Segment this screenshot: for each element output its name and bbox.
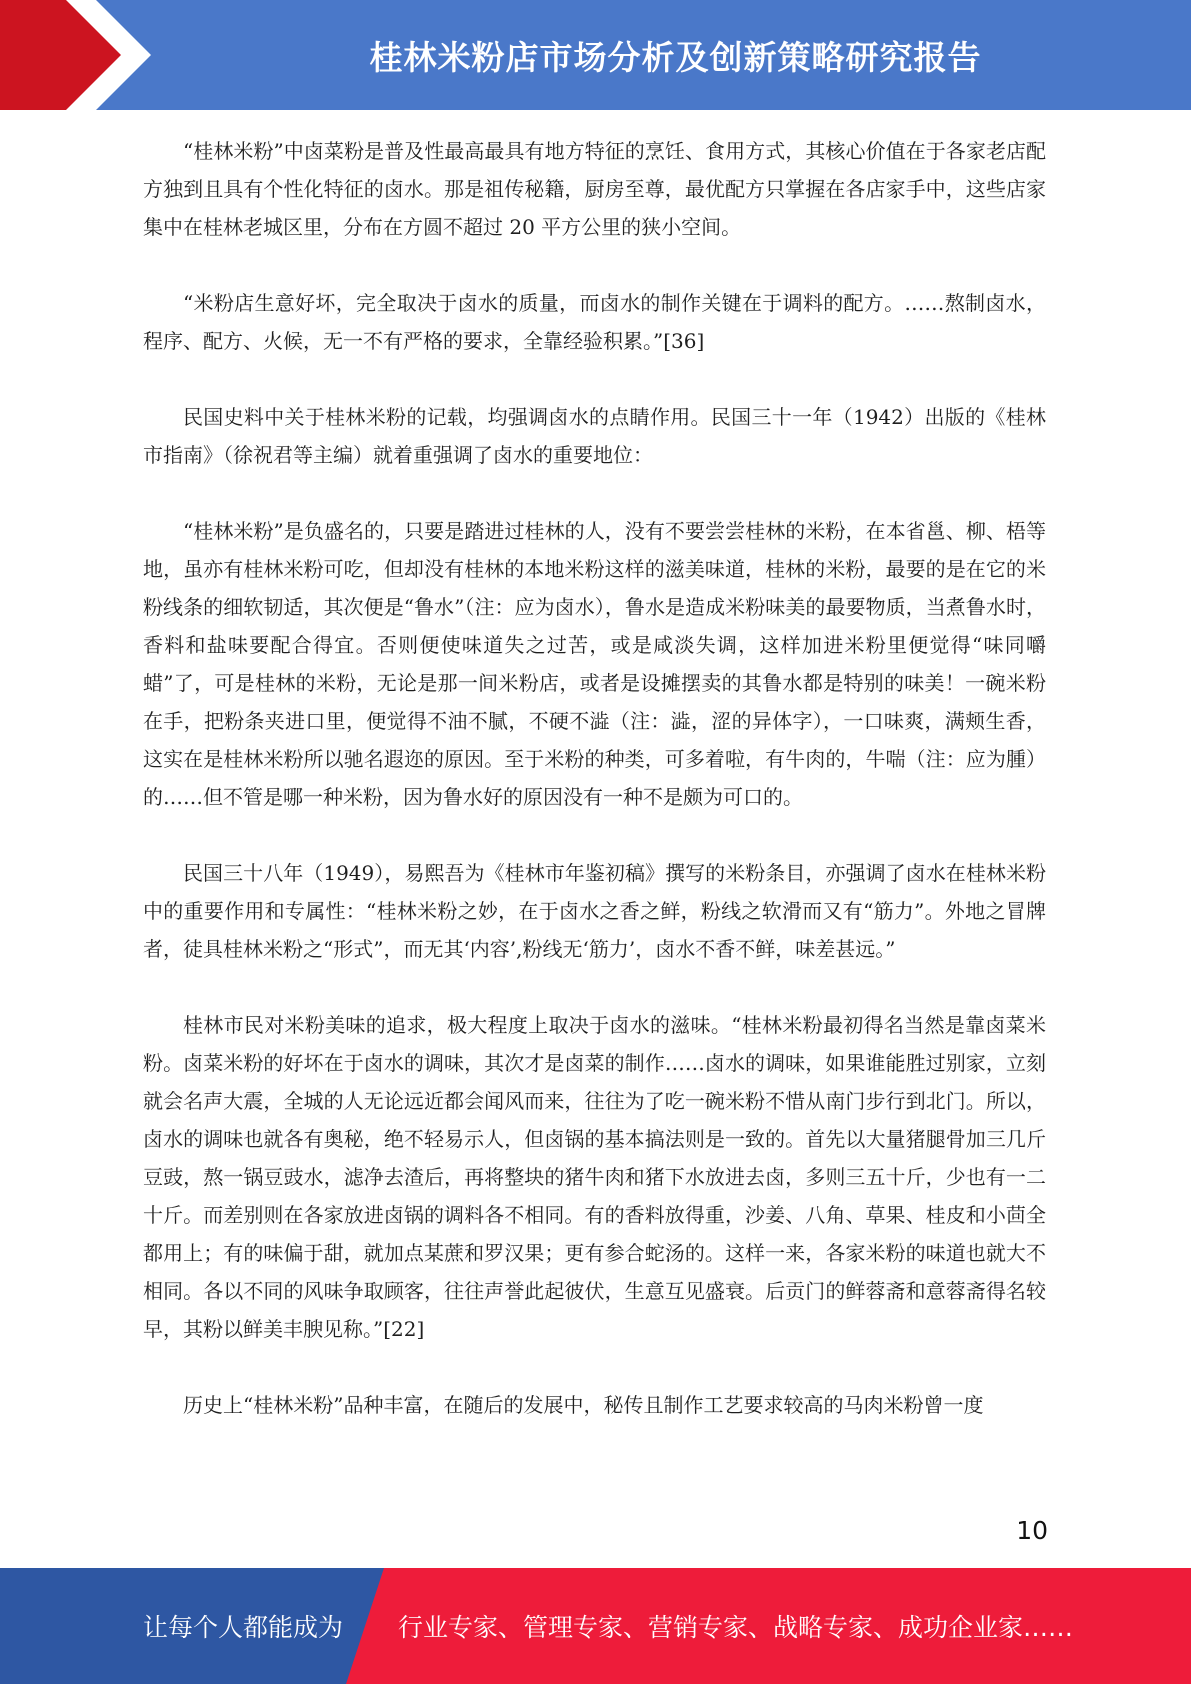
paragraph-6: 桂林市民对米粉美味的追求，极大程度上取决于卤水的滋味。“桂林米粉最初得名当然是靠卤菜米粉。卤菜米粉的好坏在于卤水的调味，其次才是卤菜的制作……卤水的调味，如果谁能胜过别家，立刻就会名声大震，全城的人无论远近都会闻风而来，往往为了吃一碗米粉不惜从南门步行到北门。所以，卤水的调味也就各有奥秘，绝不轻易示人，但卤锅的基本搞法则是一致的。首先以大量猪腿骨加三几斤豆豉，熬一锅豆豉水，滤净去渣后，再将整块的猪牛肉和猪下水放进去卤，多则三五十斤，少也有一二十斤。而差别则在各家放进卤锅的调料各不相同。有的香料放得重，沙姜、八角、草果、桂皮和小茴全都用上；有的味偏于甜，就加点某蔗和罗汉果；更有参合蛇汤的。这样一来，各家米粉的味道也就大不相同。各以不同的风味争取顾客，往往声誉此起彼伏，生意互见盛衰。后贡门的鲜蓉斋和意蓉斋得名较早，其粉以鲜美丰腴见称。”[22] xyxy=(143,1013,1046,1341)
report-title: 桂林米粉店市场分析及创新策略研究报告 xyxy=(369,37,982,77)
paragraph-4: “桂林米粉”是负盛名的，只要是踏进过桂林的人，没有不要尝尝桂林的米粉，在本省邕、柳、梧等地，虽亦有桂林米粉可吃，但却没有桂林的本地米粉这样的滋美味道，桂林的米粉，最要的是在它的米粉线条的细软韧适，其次便是“鲁水”（注：应为卤水），鲁水是造成米粉味美的最要物质，当煮鲁水时，香料和盐味要配合得宜。否则便使味道失之过苦，或是咸淡失调，这样加进米粉里便觉得“味同嚼蜡”了，可是桂林的米粉，无论是那一间米粉店，或者是设摊摆卖的其鲁水都是特别的味美！一碗米粉在手，把粉条夹进口里，便觉得不油不腻，不硬不澁（注：澁，涩的异体字），一口味爽，满颊生香，这实在是桂林米粉所以驰名遐迩的原因。至于米粉的种类，可多着啦，有牛肉的，牛喘（注：应为腫）的……但不管是哪一种米粉，因为鲁水好的原因没有一种不是颇为可口的。 xyxy=(143,519,1046,809)
paragraph-3: 民国史料中关于桂林米粉的记载，均强调卤水的点睛作用。民国三十一年（1942）出版的《桂林市指南》（徐祝君等主编）就着重强调了卤水的重要地位： xyxy=(143,405,1046,467)
header-arrow-decoration xyxy=(0,0,160,110)
footer-slogan-roles: 行业专家、管理专家、营销专家、战略专家、成功企业家…… xyxy=(398,1613,1074,1642)
paragraph-2: “米粉店生意好坏，完全取决于卤水的质量，而卤水的制作关键在于调料的配方。……熬制卤水，程序、配方、火候，无一不有严格的要求，全靠经验积累。”[36] xyxy=(143,291,1046,353)
paragraph-7: 历史上“桂林米粉”品种丰富，在随后的发展中，秘传且制作工艺要求较高的马肉米粉曾一度 xyxy=(183,1393,984,1417)
document-body xyxy=(143,132,1046,1462)
page-header xyxy=(0,0,1191,110)
footer-slogan-lead: 让每个人都能成为 xyxy=(143,1613,344,1642)
page-number: 10 xyxy=(1016,1516,1048,1545)
page-footer xyxy=(0,1568,1191,1684)
paragraph-5: 民国三十八年（1949），易熙吾为《桂林市年鉴初稿》撰写的米粉条目，亦强调了卤水在桂林米粉中的重要作用和专属性：“桂林米粉之妙，在于卤水之香之鲜，粉线之软滑而又有“筋力”。外地之冒牌者，徒具桂林米粉之“形式”，而无其‘内容’,粉线无‘筋力’，卤水不香不鲜，味差甚远。” xyxy=(143,861,1046,961)
paragraph-1: “桂林米粉”中卤菜粉是普及性最高最具有地方特征的烹饪、食用方式，其核心价值在于各家老店配方独到且具有个性化特征的卤水。那是祖传秘籍，厨房至尊，最优配方只掌握在各店家手中，这些店家集中在桂林老城区里，分布在方圆不超过 20 平方公里的狭小空间。 xyxy=(143,139,1046,239)
